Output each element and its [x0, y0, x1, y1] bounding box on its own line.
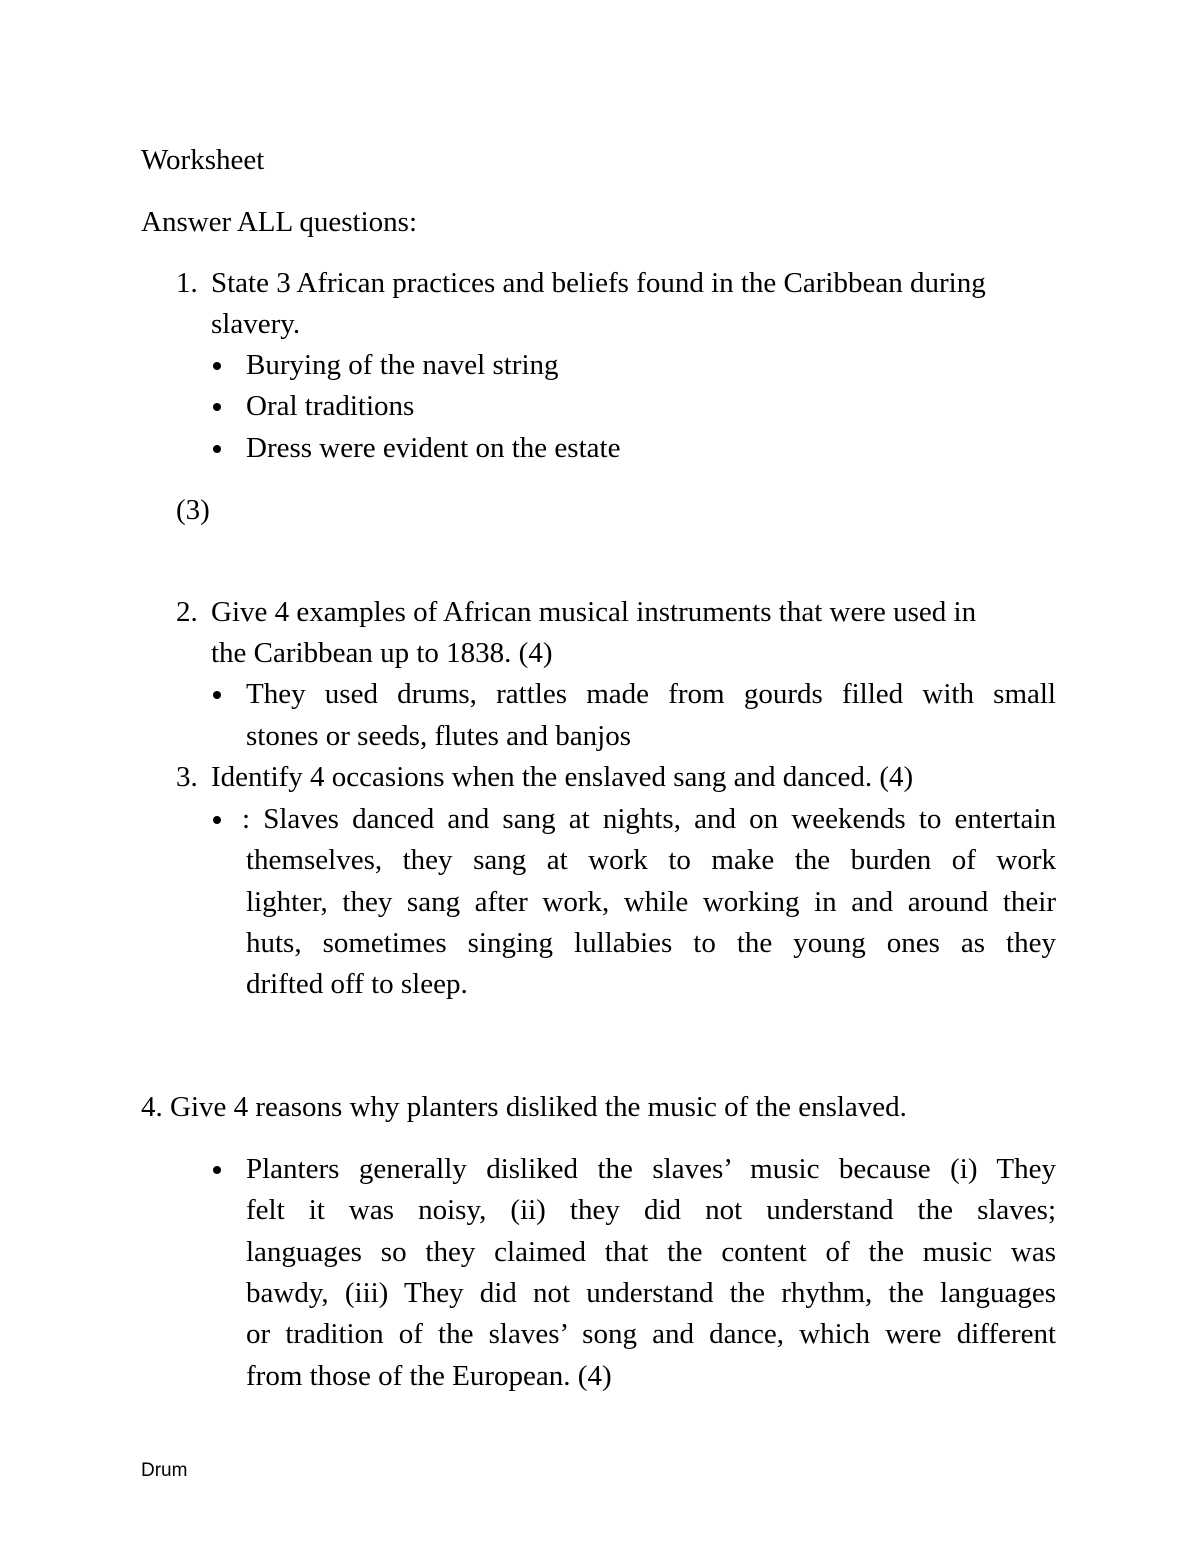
instruction: Answer ALL questions:	[141, 206, 418, 238]
bullet-icon	[213, 691, 221, 699]
answer-text: huts, sometimes singing lullabies to the young ones as they	[246, 927, 1056, 959]
bullet-icon	[213, 1166, 221, 1174]
question-text: slavery.	[211, 308, 301, 340]
question-number: 2.	[176, 596, 198, 628]
answer-text: stones or seeds, flutes and banjos	[246, 720, 631, 752]
question-number: 3.	[176, 761, 198, 793]
answer-text: bawdy, (iii) They did not understand the rhythm, the languages	[246, 1277, 1056, 1309]
answer-text: from those of the European. (4)	[246, 1360, 612, 1392]
question-number: 1.	[176, 267, 198, 299]
question-text: 4. Give 4 reasons why planters disliked the music of the enslaved.	[141, 1091, 907, 1123]
footer-label: Drum	[141, 1460, 188, 1481]
answer-text: themselves, they sang at work to make the burden of work	[246, 844, 1056, 876]
bullet-icon	[213, 816, 221, 824]
answer-text: languages so they claimed that the content of the music was	[246, 1236, 1056, 1268]
answer-text: : Slaves danced and sang at nights, and on weekends to entertain	[242, 803, 1056, 835]
question-text: Give 4 examples of African musical instruments that were used in	[211, 596, 977, 628]
answer-text: or tradition of the slaves’ song and dance, which were different	[246, 1318, 1056, 1350]
marks: (3)	[176, 494, 210, 526]
bullet-icon	[213, 403, 221, 411]
question-text: State 3 African practices and beliefs found in the Caribbean during	[211, 267, 986, 299]
page-title: Worksheet	[141, 144, 265, 176]
question-text: the Caribbean up to 1838. (4)	[211, 637, 553, 669]
answer-text: felt it was noisy, (ii) they did not understand the slaves;	[246, 1194, 1056, 1226]
bullet-icon	[213, 445, 221, 453]
answer-item: Burying of the navel string	[246, 349, 559, 381]
answer-text: drifted off to sleep.	[246, 968, 468, 1000]
answer-text: lighter, they sang after work, while working in and around their	[246, 886, 1056, 918]
answer-item: Dress were evident on the estate	[246, 432, 621, 464]
bullet-icon	[213, 362, 221, 370]
answer-text: They used drums, rattles made from gourds filled with small	[246, 678, 1056, 710]
answer-text: Planters generally disliked the slaves’ music because (i) They	[246, 1153, 1056, 1185]
question-text: Identify 4 occasions when the enslaved sang and danced. (4)	[211, 761, 914, 793]
answer-item: Oral traditions	[246, 390, 415, 422]
